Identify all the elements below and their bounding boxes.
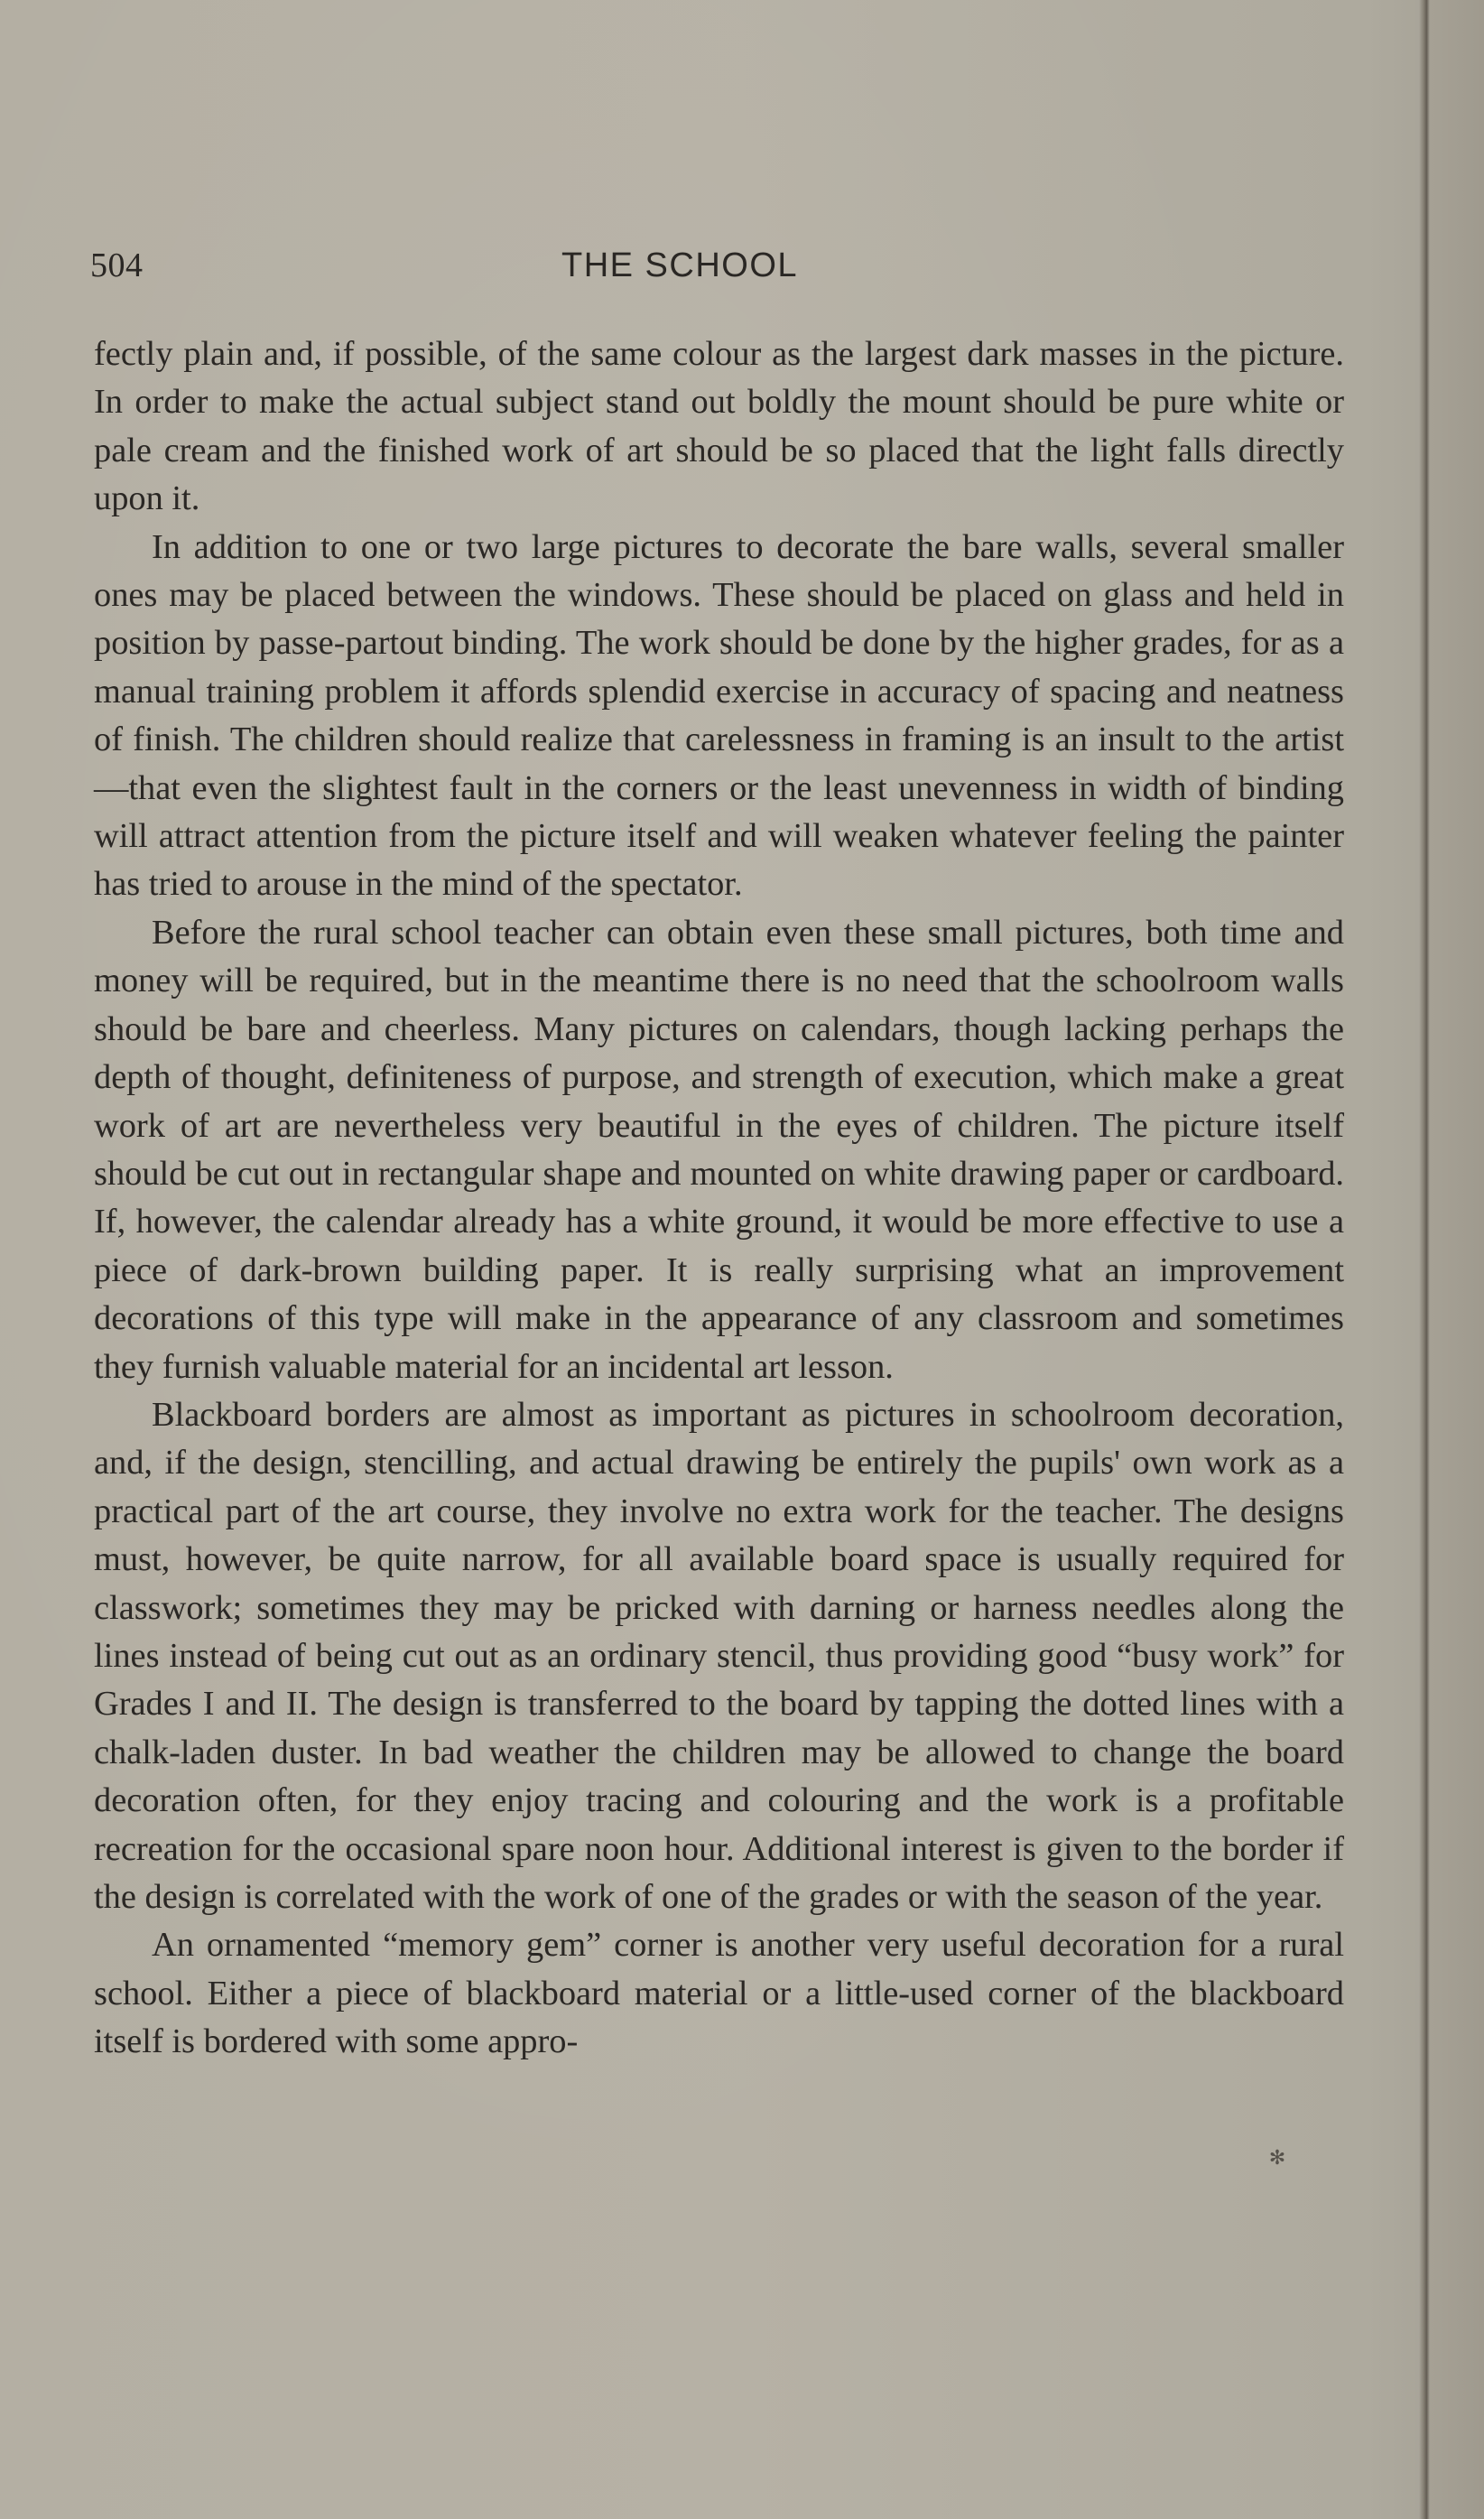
body-text <box>94 330 1344 2067</box>
paragraph-pictures-on-glass: In addition to one or two large pictures to decorate the bare walls, several smaller ones may be placed between the windows. These should be placed on glass and held in position by passe-partout binding. The work should be done by the higher grades, for as a manual training problem it affords splendid exercise in accuracy of spacing and neatness of finish. The children should realize that carelessness in framing is an insult to the artist—that even the slightest fault in the corners or the least unevenness in width of binding will attract attention from the picture itself and will weaken whatever feeling the painter has tried to arouse in the mind of the spectator. <box>94 527 1344 904</box>
page-number: 504 <box>90 246 144 284</box>
paragraph-continued: fectly plain and, if possible, of the same colour as the largest dark masses in the picture. In order to make the actual subject stand out boldly the mount should be pure white or pale cream and the finished work of art should be so placed that the light falls directly upon it. <box>94 335 1344 518</box>
page-binding-shadow <box>1419 0 1430 2519</box>
paragraph-memory-gem: An ornamented “memory gem” corner is another very useful decoration for a rural school. Either a piece of blackboard material or a little-used corner of the blackboard itself is bordered with some appro- <box>94 1926 1344 2061</box>
paragraph-calendar-pictures: Before the rural school teacher can obtain even these small pictures, both time and money will be required, but in the meantime there is no need that the schoolroom walls should be bare and cheerless. Many pictures on calendars, though lacking perhaps the depth of thought, definiteness of purpose, and strength of execution, which make a great work of art are nevertheless very beautiful in the eyes of children. The picture itself should be cut out in rectangular shape and mounted on white drawing paper or cardboard. If, however, the calendar already has a white ground, it would be more effective to use a piece of dark-brown building paper. It is really surprising what an improvement decorations of this type will make in the appearance of any classroom and sometimes they furnish valuable material for an incidental art lesson. <box>94 913 1344 1386</box>
page-binding-edge <box>1430 0 1484 2519</box>
running-title: THE SCHOOL <box>561 246 799 284</box>
paragraph-blackboard-borders: Blackboard borders are almost as important as pictures in schoolroom decoration, and, if the design, stencilling, and actual drawing be entirely the pupils' own work as a practical part of the art course, they involve no extra work for the teacher. The designs must, however, be quite narrow, for all available board space is usually required for classwork; sometimes they may be pricked with darning or harness needles along the lines instead of being cut out as an ordinary stencil, thus providing good “busy work” for Grades I and II. The design is transferred to the board by tapping the dotted lines with a chalk-laden duster. In bad weather the children may be allowed to change the board decoration often, for they enjoy tracing and colouring and the work is a profitable recreation for the occasional spare noon hour. Additional interest is given to the border if the design is correlated with the work of one of the grades or with the season of the year. <box>94 1395 1344 1916</box>
ink-blemish-icon: ✻ <box>1268 2146 1286 2169</box>
